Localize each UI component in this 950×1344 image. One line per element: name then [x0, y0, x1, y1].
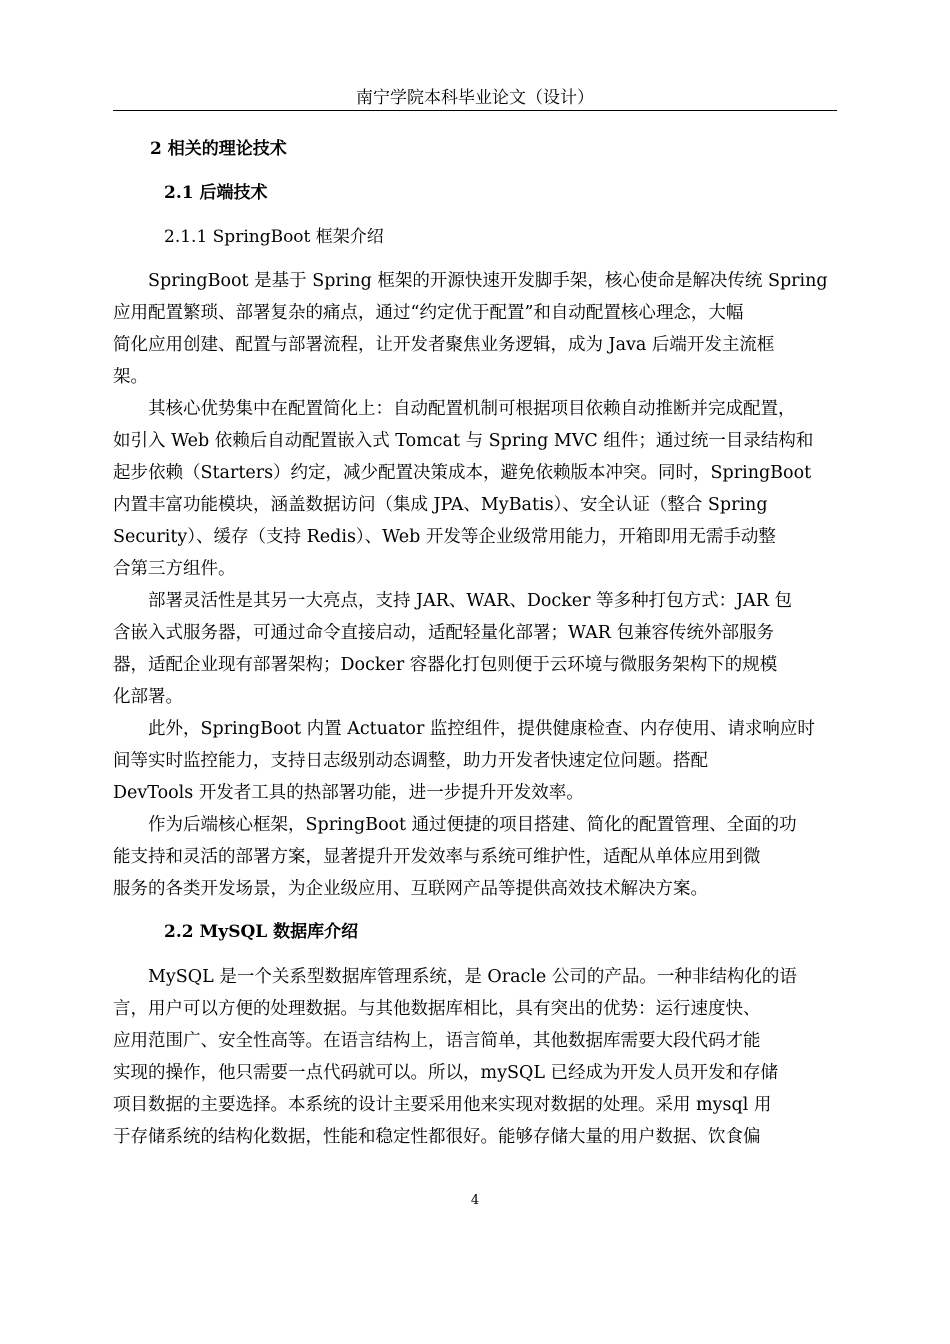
page-number: 4 — [470, 1193, 480, 1208]
paragraph-line: 应用范围广、安全性高等。在语言结构上，语言简单，其他数据库需要大段代码才能 — [113, 1031, 761, 1051]
paragraph-line: 能支持和灵活的部署方案，显著提升开发效率与系统可维护性，适配从单体应用到微 — [113, 847, 761, 867]
paragraph-line: 其核心优势集中在配置简化上：自动配置机制可根据项目依赖自动推断并完成配置， — [148, 399, 796, 419]
paragraph-line: 架。 — [113, 367, 148, 387]
paragraph-line: 内置丰富功能模块，涵盖数据访问（集成 JPA、MyBatis）、安全认证（整合 Spring — [113, 495, 768, 515]
paragraph-line: 言，用户可以方便的处理数据。与其他数据库相比，具有突出的优势：运行速度快、 — [113, 999, 761, 1019]
paragraph-line: 如引入 Web 依赖后自动配置嵌入式 Tomcat 与 Spring MVC 组件；通过统一目录结构和 — [113, 431, 814, 451]
heading-2-1-1: 2.1.1 SpringBoot 框架介绍 — [164, 227, 384, 247]
paragraph-line: 含嵌入式服务器，可通过命令直接启动，适配轻量化部署；WAR 包兼容传统外部服务 — [113, 623, 774, 643]
paragraph-line: Security）、缓存（支持 Redis）、Web 开发等企业级常用能力，开箱即用无需手动整 — [113, 527, 776, 547]
paragraph-line: 项目数据的主要选择。本系统的设计主要采用他来实现对数据的处理。采用 mysql 用 — [113, 1095, 772, 1115]
paragraph-line: DevTools 开发者工具的热部署功能，进一步提升开发效率。 — [113, 783, 584, 803]
paragraph-line: 化部署。 — [113, 687, 183, 707]
paragraph-line: 简化应用创建、配置与部署流程，让开发者聚焦业务逻辑，成为 Java 后端开发主流框 — [113, 335, 775, 355]
paragraph-line: 间等实时监控能力，支持日志级别动态调整，助力开发者快速定位问题。搭配 — [113, 751, 708, 771]
page-header: 南宁学院本科毕业论文（设计） — [356, 88, 594, 108]
paragraph-line: SpringBoot 是基于 Spring 框架的开源快速开发脚手架，核心使命是解决传统 Spring — [148, 271, 828, 291]
paragraph-line: 服务的各类开发场景，为企业级应用、互联网产品等提供高效技术解决方案。 — [113, 879, 708, 899]
paragraph-line: MySQL 是一个关系型数据库管理系统，是 Oracle 公司的产品。一种非结构化的语 — [148, 967, 797, 987]
paragraph-line: 作为后端核心框架，SpringBoot 通过便捷的项目搭建、简化的配置管理、全面的功 — [148, 815, 797, 835]
header-rule — [113, 110, 837, 111]
paragraph-line: 器，适配企业现有部署架构；Docker 容器化打包则便于云环境与微服务架构下的规模 — [113, 655, 778, 675]
heading-2-2: 2.2 MySQL 数据库介绍 — [164, 922, 359, 942]
paragraph-line: 部署灵活性是其另一大亮点，支持 JAR、WAR、Docker 等多种打包方式：JAR 包 — [148, 591, 792, 611]
paragraph-line: 实现的操作，他只需要一点代码就可以。所以，mySQL 已经成为开发人员开发和存储 — [113, 1063, 778, 1083]
paragraph-line: 应用配置繁琐、部署复杂的痛点，通过“约定优于配置”和自动配置核心理念，大幅 — [113, 303, 744, 323]
paragraph-line: 合第三方组件。 — [113, 559, 236, 579]
heading-2-1: 2.1 后端技术 — [164, 183, 268, 203]
paragraph-line: 此外，SpringBoot 内置 Actuator 监控组件，提供健康检查、内存使用、请求响应时 — [148, 719, 815, 739]
heading-2: 2 相关的理论技术 — [150, 139, 287, 159]
paragraph-line: 起步依赖（Starters）约定，减少配置决策成本，避免依赖版本冲突。同时，SpringBoot — [113, 463, 812, 483]
paragraph-line: 于存储系统的结构化数据，性能和稳定性都很好。能够存储大量的用户数据、饮食偏 — [113, 1127, 761, 1147]
